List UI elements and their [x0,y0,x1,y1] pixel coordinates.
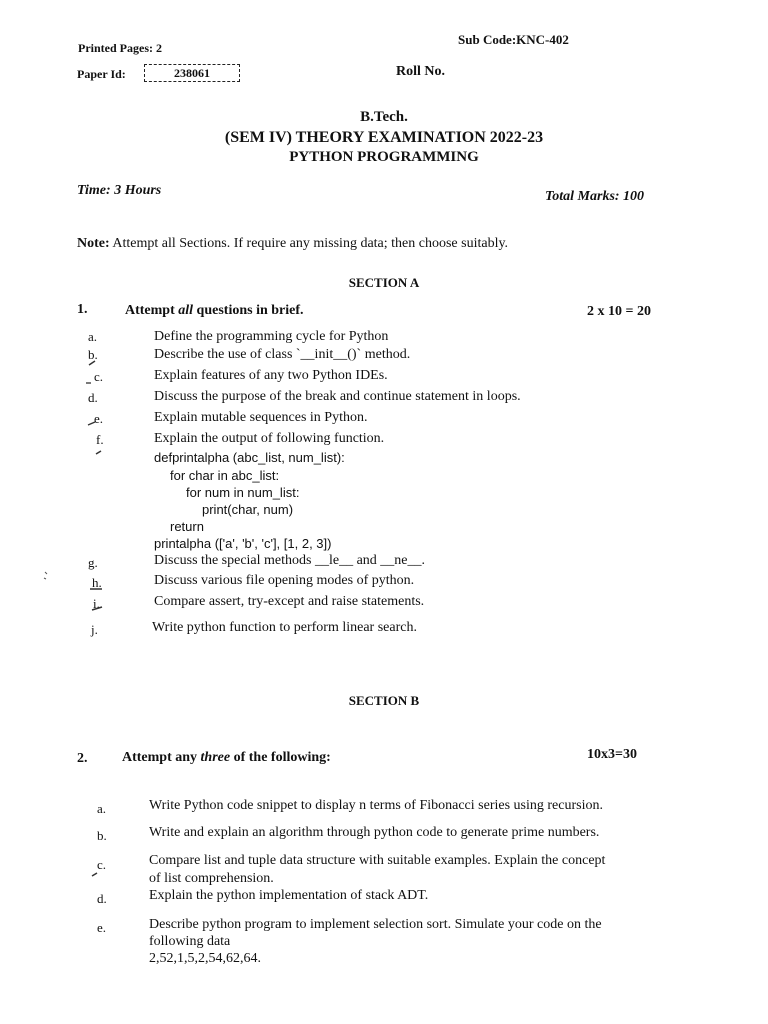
q1-item-text: Discuss the purpose of the break and continue statement in loops. [154,389,521,404]
q2-item-text: Write Python code snippet to display n terms of Fibonacci series using recursion. [149,798,603,813]
q1-item-letter: c. [94,369,104,384]
q2-item-text: 2,52,1,5,2,54,62,64. [149,951,261,966]
code-line: for char in abc_list: [170,468,280,483]
code-line: defprintalpha (abc_list, num_list): [154,450,345,465]
q2-item-letter: b. [97,828,107,843]
q1-item-letter: a. [88,329,98,344]
section-b-title: SECTION B [348,693,420,708]
q1-item-text: Define the programming cycle for Python [154,329,389,344]
code-line: for num in num_list: [186,485,300,500]
paper-id-label: Paper Id: [77,67,126,81]
q2-item-letter: c. [97,857,107,872]
total-marks: Total Marks: 100 [545,189,645,204]
q1-item-letter: e. [94,411,104,426]
paper-id-value: 238061 [144,64,240,82]
q1-item-text: Explain mutable sequences in Python. [154,410,368,425]
q1-item-letter: f. [96,432,104,447]
question-2-heading-post: of the following: [230,750,331,765]
section-a-title: SECTION A [348,275,420,290]
q1-item-text: Describe the use of class `__init__()` method. [154,347,411,362]
question-2-heading [122,750,331,766]
q1-item-letter: h. [92,575,102,590]
q1-item-text: Explain features of any two Python IDEs. [154,368,388,383]
subject-title: PYTHON PROGRAMMING [289,149,479,165]
q1-item-text: Explain the output of following function. [154,431,385,446]
q2-item-text: Explain the python implementation of stack ADT. [149,888,429,903]
q1-item-text: Discuss various file opening modes of python. [154,573,415,588]
sub-code: Sub Code:KNC-402 [458,32,569,47]
exam-title: (SEM IV) THEORY EXAMINATION 2022-23 [224,129,544,146]
code-line: printalpha (['a', 'b', 'c'], [1, 2, 3]) [154,536,332,551]
q1-item-letter: j. [91,622,98,637]
question-2-number: 2. [77,751,88,766]
question-2-marks: 10x3=30 [587,747,637,762]
question-1-heading-pre: Attempt [125,303,179,318]
question-2-heading-em: three [200,750,231,765]
q2-item-text: Compare list and tuple data structure with suitable examples. Explain the concept [149,853,606,868]
q1-item-text: Compare assert, try-except and raise statements. [154,594,425,609]
roll-no-label: Roll No. [396,64,445,79]
q2-item-text: following data [149,934,231,949]
question-2-heading-pre: Attempt any [122,750,201,765]
question-1-marks: 2 x 10 = 20 [587,304,651,319]
exam-time: Time: 3 Hours [77,183,162,198]
q1-item-letter: d. [88,390,98,405]
q1-item-text: Write python function to perform linear search. [152,620,417,635]
note-text: Attempt all Sections. If require any missing data; then choose suitably. [109,236,509,251]
q2-item-letter: e. [97,920,107,935]
code-line: return [170,519,204,534]
question-1-number: 1. [77,302,88,317]
q2-item-text: of list comprehension. [149,871,274,886]
q2-item-text: Write and explain an algorithm through python code to generate prime numbers. [149,825,600,840]
q2-item-letter: a. [97,801,107,816]
q2-item-text: Describe python program to implement selection sort. Simulate your code on the [149,917,602,932]
degree-title: B.Tech. [360,109,408,125]
q1-item-letter: b. [88,347,98,362]
question-1-heading-em: all [178,303,194,318]
q1-item-letter: i. [93,596,100,611]
q2-item-letter: d. [97,891,107,906]
code-line: print(char, num) [202,502,294,517]
printed-pages: Printed Pages: 2 [78,41,162,55]
question-1-heading-post: questions in brief. [193,303,304,318]
q1-item-text: Discuss the special methods __le__ and __ne__. [154,553,426,568]
note-label: Note: [77,236,110,251]
q1-item-letter: g. [88,555,98,570]
